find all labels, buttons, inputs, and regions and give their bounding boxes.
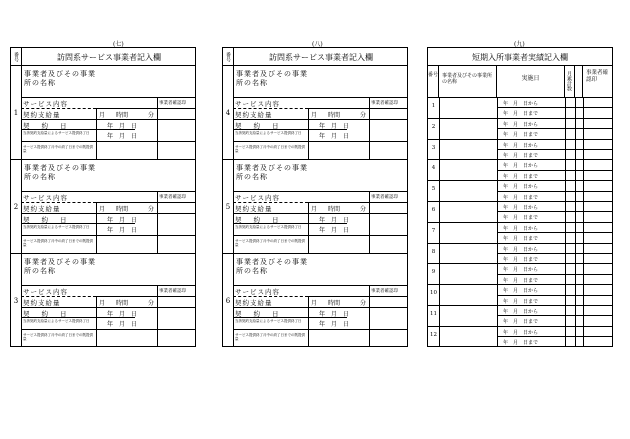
short-term-date-header: 実施日 bbox=[497, 65, 565, 97]
short-term-row bbox=[497, 315, 612, 326]
confirm-label: 事業者確認印 bbox=[371, 289, 398, 294]
minutes-unit: 分 bbox=[360, 112, 367, 119]
row-line bbox=[233, 235, 407, 236]
to-date: 年 月 日まで bbox=[503, 257, 539, 263]
section-tag-7: (七) bbox=[113, 41, 124, 48]
short-term-row-num: 12 bbox=[430, 331, 437, 338]
short-term-row bbox=[428, 159, 612, 170]
business-name-label: 事業者及びその事業所の名称 bbox=[24, 70, 96, 87]
num-header: 番号 bbox=[223, 48, 234, 65]
row-line bbox=[21, 307, 195, 308]
col-divider bbox=[157, 191, 158, 253]
short-term-row-num: 6 bbox=[431, 207, 436, 213]
minutes-unit: 分 bbox=[148, 300, 155, 307]
contract-end-label: 当該契約支給量によるサービス提供終了日 bbox=[235, 131, 302, 135]
service-block bbox=[223, 253, 407, 347]
short-term-row bbox=[428, 118, 612, 129]
contract-date-label: 契約日 bbox=[235, 216, 291, 224]
short-term-row bbox=[497, 274, 612, 285]
row-line bbox=[233, 307, 407, 308]
from-date: 年 月 日から bbox=[503, 288, 539, 295]
from-date: 年 月 日から bbox=[503, 163, 539, 170]
short-term-row bbox=[497, 253, 612, 264]
row-line bbox=[308, 296, 407, 297]
contract-end-value: 年 月 日 bbox=[319, 227, 350, 234]
contract-end-label: 当該契約支給量によるサービス提供終了日 bbox=[235, 225, 302, 229]
row-line bbox=[233, 285, 407, 286]
visit-service-table-8 bbox=[222, 47, 408, 347]
contract-end-value: 年 月 日 bbox=[107, 227, 138, 234]
service-block bbox=[11, 159, 195, 253]
col-divider bbox=[308, 296, 309, 347]
block-number: 6 bbox=[225, 297, 231, 305]
to-date: 年 月 日まで bbox=[503, 319, 539, 326]
contract-end-label: 当該契約支給量によるサービス提供終了日 bbox=[23, 131, 90, 135]
to-date: 年 月 日まで bbox=[503, 132, 539, 139]
dashed-line bbox=[233, 296, 308, 297]
from-date: 年 月 日から bbox=[503, 329, 539, 336]
contract-date-value: 年 月 日 bbox=[319, 311, 350, 318]
contract-end-value: 年 月 日 bbox=[319, 321, 350, 328]
col-divider bbox=[308, 108, 309, 159]
contract-amount-label: 契約支給量 bbox=[235, 111, 273, 119]
row-line bbox=[21, 285, 195, 286]
short-term-row bbox=[497, 170, 612, 181]
col-divider bbox=[157, 97, 158, 159]
remaining-label: サービス提供終了月中の終了日までの既提供量 bbox=[23, 333, 93, 341]
from-date: 年 月 日から bbox=[503, 184, 539, 191]
short-term-row bbox=[497, 107, 612, 118]
row-line bbox=[21, 129, 135, 130]
service-block bbox=[11, 65, 195, 159]
short-term-row-num: 4 bbox=[431, 165, 436, 172]
col-divider bbox=[369, 191, 370, 253]
dashed-line bbox=[233, 108, 308, 109]
month-unit: 月 bbox=[311, 300, 318, 307]
row-line bbox=[96, 108, 195, 109]
from-date: 年 月 日から bbox=[503, 142, 539, 149]
remaining-label: サービス提供終了月中の終了日までの既提供量 bbox=[235, 239, 305, 247]
service-block bbox=[11, 253, 195, 347]
block-divider bbox=[223, 159, 407, 160]
col-divider bbox=[439, 97, 440, 347]
remaining-label: サービス提供終了月中の終了日までの既提供量 bbox=[235, 145, 305, 153]
row-line bbox=[21, 191, 195, 192]
confirm-label: 事業者確認印 bbox=[371, 195, 398, 200]
service-label: サービス内容 bbox=[23, 100, 68, 108]
short-term-num-header: 番号 bbox=[428, 65, 439, 97]
remaining-label: サービス提供終了月中の終了日までの既提供量 bbox=[23, 145, 93, 153]
short-term-row bbox=[428, 97, 612, 108]
row-line bbox=[233, 129, 347, 130]
row-line bbox=[21, 235, 195, 236]
row-line bbox=[233, 223, 347, 224]
block-number: 1 bbox=[13, 109, 19, 117]
short-term-row bbox=[428, 284, 612, 295]
row-line bbox=[233, 191, 407, 192]
remaining-label: サービス提供終了月中の終了日までの既提供量 bbox=[235, 333, 305, 341]
to-date: 年 月 日まで bbox=[503, 298, 539, 305]
row-line bbox=[233, 213, 407, 214]
contract-date-label: 契約日 bbox=[235, 122, 291, 130]
business-name-label: 事業者及びその事業所の名称 bbox=[24, 164, 96, 181]
service-block bbox=[223, 159, 407, 253]
minutes-unit: 分 bbox=[148, 112, 155, 119]
short-term-row bbox=[428, 201, 612, 212]
row-line bbox=[21, 141, 195, 142]
row-line bbox=[21, 223, 135, 224]
minutes-unit: 分 bbox=[360, 206, 367, 213]
contract-amount-label: 契約支給量 bbox=[23, 205, 61, 213]
col-divider bbox=[369, 285, 370, 347]
row-line bbox=[308, 108, 407, 109]
short-term-row bbox=[428, 305, 612, 316]
row-line bbox=[21, 329, 195, 330]
col-divider bbox=[96, 296, 97, 347]
short-term-row-num: 7 bbox=[431, 227, 436, 234]
row-line bbox=[96, 202, 195, 203]
from-date: 年 月 日から bbox=[503, 267, 539, 274]
contract-date-value: 年 月 日 bbox=[107, 217, 138, 224]
short-term-row bbox=[428, 326, 612, 337]
contract-date-value: 年 月 日 bbox=[319, 123, 350, 130]
section-title: 訪問系サービス事業者記入欄 bbox=[269, 53, 373, 62]
row-line bbox=[233, 119, 407, 120]
hours-unit: 時間 bbox=[328, 112, 341, 119]
block-divider bbox=[223, 253, 407, 254]
short-term-row bbox=[428, 180, 612, 191]
short-term-row-num: 8 bbox=[431, 248, 436, 255]
short-term-row bbox=[497, 211, 612, 222]
hours-unit: 時間 bbox=[328, 206, 341, 213]
col-divider bbox=[308, 202, 309, 253]
short-term-row bbox=[497, 149, 612, 160]
short-term-row bbox=[497, 336, 612, 347]
month-unit: 月 bbox=[99, 206, 106, 213]
short-term-table bbox=[427, 47, 613, 347]
short-term-title: 短期入所事業者実績記入欄 bbox=[472, 53, 568, 62]
dashed-line bbox=[233, 202, 308, 203]
short-term-row bbox=[428, 139, 612, 150]
remaining-label: サービス提供終了月中の終了日までの既提供量 bbox=[23, 239, 93, 247]
from-date: 年 月 日から bbox=[503, 225, 539, 232]
contract-end-label: 当該契約支給量によるサービス提供終了日 bbox=[23, 225, 90, 229]
dashed-line bbox=[21, 296, 96, 297]
confirm-label: 事業者確認印 bbox=[159, 289, 186, 294]
block-number: 2 bbox=[13, 203, 19, 211]
block-divider bbox=[11, 253, 195, 254]
col-divider bbox=[565, 97, 566, 347]
short-term-row-num: 3 bbox=[431, 144, 436, 151]
row-line bbox=[233, 97, 407, 98]
contract-amount-label: 契約支給量 bbox=[23, 111, 61, 119]
hours-unit: 時間 bbox=[116, 206, 129, 213]
short-term-row bbox=[428, 222, 612, 233]
from-date: 年 月 日から bbox=[503, 246, 539, 253]
contract-amount-label: 契約支給量 bbox=[23, 299, 61, 307]
col-divider bbox=[583, 97, 584, 347]
minutes-unit: 分 bbox=[148, 206, 155, 213]
block-number: 3 bbox=[13, 297, 19, 305]
row-line bbox=[21, 119, 195, 120]
service-label: サービス内容 bbox=[235, 100, 280, 108]
contract-end-label: 当該契約支給量によるサービス提供終了日 bbox=[235, 319, 302, 323]
short-term-row-num: 9 bbox=[431, 269, 436, 276]
service-label: サービス内容 bbox=[235, 194, 280, 202]
from-date: 年 月 日から bbox=[503, 205, 539, 211]
service-label: サービス内容 bbox=[23, 194, 68, 202]
contract-date-value: 年 月 日 bbox=[107, 123, 138, 130]
to-date: 年 月 日まで bbox=[503, 277, 539, 284]
row-line bbox=[233, 329, 407, 330]
from-date: 年 月 日から bbox=[503, 121, 539, 128]
to-date: 年 月 日まで bbox=[503, 215, 539, 222]
num-header: 番号 bbox=[11, 48, 22, 65]
contract-date-value: 年 月 日 bbox=[107, 311, 138, 318]
contract-end-value: 年 月 日 bbox=[107, 133, 138, 140]
short-term-row bbox=[497, 295, 612, 306]
contract-date-value: 年 月 日 bbox=[319, 217, 350, 224]
col-divider bbox=[369, 97, 370, 159]
dashed-line bbox=[21, 108, 96, 109]
short-term-business-header: 事業者及びその事業所の名称 bbox=[439, 65, 497, 97]
short-term-row bbox=[428, 243, 612, 254]
hours-unit: 時間 bbox=[116, 112, 129, 119]
contract-amount-label: 契約支給量 bbox=[235, 205, 273, 213]
row-line bbox=[233, 141, 407, 142]
contract-end-value: 年 月 日 bbox=[319, 133, 350, 140]
short-term-blank-col bbox=[575, 65, 583, 97]
short-term-row-num: 2 bbox=[431, 123, 436, 130]
short-term-days-header: 月累計数 bbox=[565, 65, 575, 97]
row-line bbox=[308, 202, 407, 203]
service-label: サービス内容 bbox=[23, 288, 68, 296]
service-label: サービス内容 bbox=[235, 288, 280, 296]
short-term-row-num: 1 bbox=[431, 103, 436, 109]
row-line bbox=[96, 296, 195, 297]
month-unit: 月 bbox=[311, 112, 318, 119]
col-divider bbox=[497, 97, 498, 347]
month-unit: 月 bbox=[99, 112, 106, 119]
confirm-label: 事業者確認印 bbox=[159, 101, 186, 106]
short-term-row-num: 5 bbox=[431, 186, 436, 193]
business-name-label: 事業者及びその事業所の名称 bbox=[24, 258, 96, 275]
from-date: 年 月 日から bbox=[503, 101, 539, 107]
contract-amount-label: 契約支給量 bbox=[235, 299, 273, 307]
contract-date-label: 契約日 bbox=[235, 310, 291, 318]
section-tag-9: (九) bbox=[514, 41, 525, 48]
col-divider bbox=[96, 202, 97, 253]
col-divider bbox=[575, 97, 576, 347]
month-unit: 月 bbox=[99, 300, 106, 307]
short-term-row-num: 10 bbox=[430, 290, 437, 297]
business-name-label: 事業者及びその事業所の名称 bbox=[236, 258, 308, 275]
short-term-row bbox=[497, 128, 612, 139]
visit-service-table-7 bbox=[10, 47, 196, 347]
row-line bbox=[21, 213, 195, 214]
row-line bbox=[21, 97, 195, 98]
confirm-label: 事業者確認印 bbox=[159, 195, 186, 200]
section-title: 訪問系サービス事業者記入欄 bbox=[57, 53, 161, 62]
contract-end-label: 当該契約支給量によるサービス提供終了日 bbox=[23, 319, 90, 323]
col-divider bbox=[157, 285, 158, 347]
month-unit: 月 bbox=[311, 206, 318, 213]
to-date: 年 月 日まで bbox=[503, 153, 539, 159]
business-name-label: 事業者及びその事業所の名称 bbox=[236, 70, 308, 87]
hours-unit: 時間 bbox=[116, 300, 129, 307]
col-divider bbox=[96, 108, 97, 159]
from-date: 年 月 日から bbox=[503, 309, 539, 315]
contract-date-label: 契約日 bbox=[23, 310, 79, 318]
to-date: 年 月 日まで bbox=[503, 111, 539, 118]
to-date: 年 月 日まで bbox=[503, 340, 539, 347]
contract-date-label: 契約日 bbox=[23, 216, 79, 224]
business-name-label: 事業者及びその事業所の名称 bbox=[236, 164, 308, 181]
row-line bbox=[21, 317, 135, 318]
section-tag-8: (八) bbox=[312, 41, 323, 48]
to-date: 年 月 日まで bbox=[503, 173, 539, 180]
hours-unit: 時間 bbox=[328, 300, 341, 307]
minutes-unit: 分 bbox=[360, 300, 367, 307]
to-date: 年 月 日まで bbox=[503, 194, 539, 201]
block-number: 4 bbox=[225, 109, 231, 117]
contract-date-label: 契約日 bbox=[23, 122, 79, 130]
block-number: 5 bbox=[225, 203, 231, 211]
dashed-line bbox=[21, 202, 96, 203]
block-divider bbox=[11, 159, 195, 160]
short-term-row bbox=[497, 232, 612, 243]
to-date: 年 月 日まで bbox=[503, 236, 539, 243]
service-block bbox=[223, 65, 407, 159]
contract-end-value: 年 月 日 bbox=[107, 321, 138, 328]
short-term-row-num: 11 bbox=[430, 311, 437, 317]
confirm-label: 事業者確認印 bbox=[371, 101, 398, 106]
row-line bbox=[233, 317, 347, 318]
short-term-row bbox=[428, 263, 612, 274]
short-term-row bbox=[497, 191, 612, 202]
short-term-confirm-header: 事業者確認印 bbox=[586, 70, 609, 83]
